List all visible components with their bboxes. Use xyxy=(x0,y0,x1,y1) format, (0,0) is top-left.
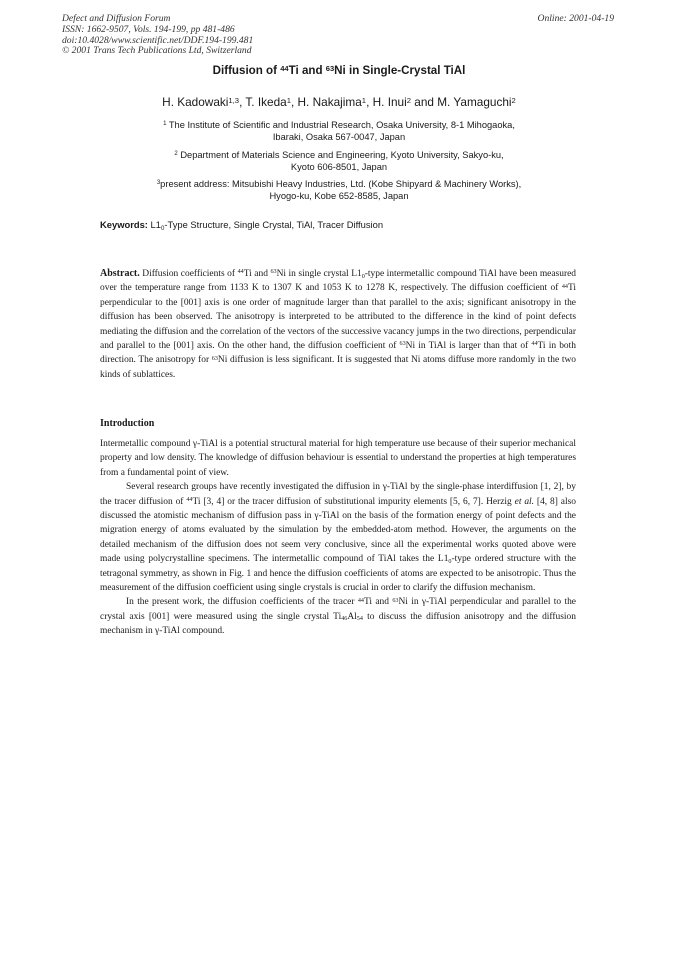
introduction-body xyxy=(100,437,576,639)
journal-header xyxy=(62,14,253,57)
affiliation-2: $^2$ Department of Materials Science and Engineering, Kyoto University, Sakyo-ku, Kyoto 606-8501, Japan xyxy=(174,150,504,173)
intro-paragraph-2: Several research groups have recently investigated the diffusion in γ-TiAl by the single-phase interdiffusion [1, 2], by the tracer diffusion of $^{44}$Ti [3, 4] or the tracer diffusion of substitutional impurity elements [5, 6, 7]. Herzig et al. [4, 8] also discussed the atomistic mechanism of diffusion pass in γ-TiAl on the basis of the formation energy of point defects and the migration energy of atoms evaluated by the simulation by the embedded-atom method. However, the arguments on the detailed mechanism of the diffusion does not seem very conclusive, since all the experimental works quoted above were made using polycrystalline specimens. The intermetallic compound of TiAl takes the $L1_0$-type ordered structure with the tetragonal symmetry, as shown in Fig. 1 and hence the diffusion coefficients of atoms are expected to be anisotropic. Thus the measurement of the diffusion coefficient using single crystals is crucial in order to clarify the diffusion mechanism. xyxy=(100,482,576,594)
intro-paragraph-3: In the present work, the diffusion coefficients of the tracer $^{44}$Ti and $^{63}$Ni in γ-TiAl perpendicular and parallel to the crystal axis [001] were measured using the single crystal $Ti_{46}Al_{54}$ to discuss the diffusion anisotropy and the diffusion mechanism in γ-TiAl compound. xyxy=(100,597,576,637)
author-list: H. Kadowaki$^{1,3}$, T. Ikeda$^1$, H. Nakajima$^1$, H. Inui$^2$ and M. Yamaguchi$^2$ xyxy=(162,95,516,109)
affiliation-1: $^1$ The Institute of Scientific and Industrial Research, Osaka University, 8-1 Mihogaoka, Ibaraki, Osaka 567-0047, Japan xyxy=(163,120,515,143)
affiliation-3: $^3$present address: Mitsubishi Heavy Industries, Ltd. (Kobe Shipyard & Machinery Works), Hyogo-ku, Kobe 652-8585, Japan xyxy=(156,179,522,202)
intro-paragraph-1: Intermetallic compound γ-TiAl is a potential structural material for high temperature use because of their superior mechanical property and low density. The knowledge of diffusion behaviour is essential to understand the properties at high temperatures from a fundamental point of view. xyxy=(100,439,576,478)
keywords: Keywords: $L1_0$-Type Structure, Single Crystal, TiAl, Tracer Diffusion xyxy=(100,219,384,232)
paper-title: Diffusion of $^{44}$Ti and $^{63}$Ni in Single-Crystal TiAl xyxy=(212,63,466,77)
online-date: Online: 2001-04-19 xyxy=(537,13,614,24)
journal-doi: doi:10.4028/www.scientific.net/DDF.194-199.481 xyxy=(62,34,254,46)
abstract: Abstract. Diffusion coefficients of $^{44}$Ti and $^{63}$Ni in single crystal $L1_0$-type intermetallic compound TiAl have been measured over the temperature range from 1133 K to 1307 K and 1053 K to 1278 K, respectively. The diffusion coefficient of $^{44}$Ti perpendicular to the [001] axis is one order of magnitude larger than that parallel to the axis; significant anisotropy in the diffusion has been observed. The anisotropy is interpreted to be attributed to the difference in the kind of point defects mediating the diffusion and the correlation of the vectors of the successive vacancy jumps in the two directions, perpendicular and parallel to the [001] axis. On the other hand, the diffusion coefficient of $^{63}$Ni in TiAl is larger than that of $^{44}$Ti in both direction. The anisotropy for $^{63}$Ni diffusion is less significant. It is suggested that Ni atoms diffuse more randomly in the two kinds of sublattices. xyxy=(100,268,577,380)
journal-copyright: © 2001 Trans Tech Publications Ltd, Switzerland xyxy=(62,45,252,57)
section-heading-introduction: Introduction xyxy=(100,418,155,429)
journal-issn: ISSN: 1662-9507, Vols. 194-199, pp 481-486 xyxy=(62,23,235,35)
journal-name: Defect and Diffusion Forum xyxy=(62,13,171,24)
